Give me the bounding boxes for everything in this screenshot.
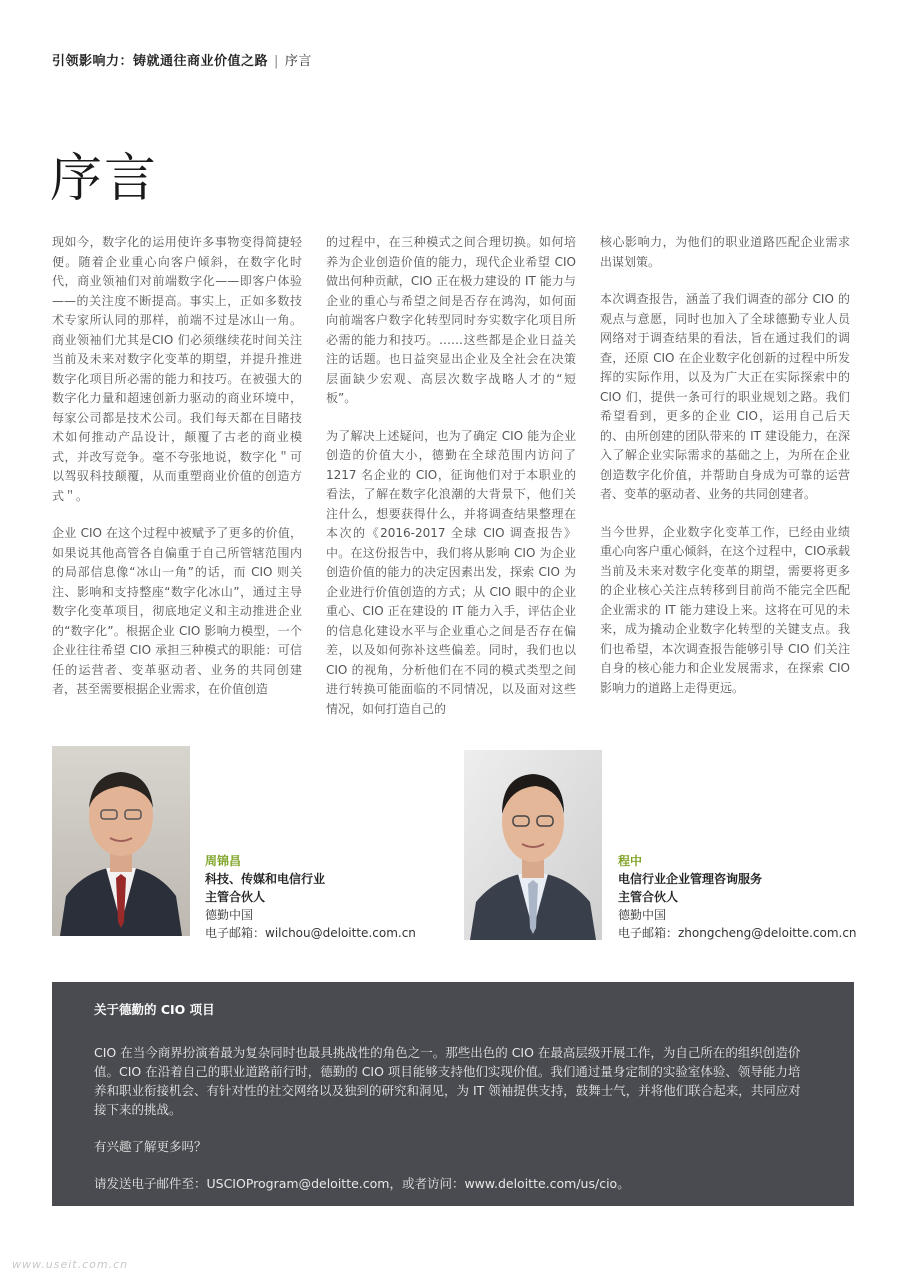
paragraph: 的过程中，在三种模式之间合理切换。如何培养为企业创造价值的能力，现代企业希望 CIO 做出何种贡献，CIO 正在极力建设的 IT 能力与企业的重心与希望之间是否存在鸿沟，如何面向前端客户数字化转型同时夯实数字化项目所必需的能力和技巧。……这些都是企业日益关注的话题。也日益突显出企业及全社会在决策层面缺少宏观、高层次数字战略人才的“短板”。 <box>326 235 576 405</box>
header-separator: | <box>274 54 279 69</box>
portrait-photo-2 <box>464 750 602 940</box>
portrait-illustration <box>52 746 190 936</box>
box-body: CIO 在当今商界扮演着最为复杂同时也最具挑战性的角色之一。那些出色的 CIO 在最高层级开展工作，为自己所在的组织创造价值。CIO 在沿着自己的职业道路前行时，德勤的 CIO 项目能够支持他们实现价值。我们通过量身定制的实验室体验、领导能力培养和职业衔接机会、有针对性的社交网络以及独到的研究和洞见，为 IT 领袖提供支持，鼓舞士气，并将他们联合起来，共同应对接下来的挑战。 <box>94 1045 801 1117</box>
box-contact[interactable]: 请发送电子邮件至：USCIOProgram@deloitte.com，或者访问：www.deloitte.com/us/cio。 <box>94 1176 630 1191</box>
running-header <box>52 50 312 69</box>
header-section: 序言 <box>284 54 312 69</box>
paragraph: 本次调查报告，涵盖了我们调查的部分 CIO 的观点与意愿，同时也加入了全球德勤专业人员网络对于调查结果的看法，旨在通过我们的调查，还原 CIO 在企业数字化创新的过程中所发挥的实际作用，以及为广大正在实际探索中的 CIO 们，提供一条可行的职业规划之路。我们希望看到，更多的企业 CIO，运用自己后天的、由所创建的团队带来的 IT 建设能力，在深入了解企业实际需求的基础之上，为所在企业创造数字化价值，并帮助自身成为可靠的运营者、变革的驱动者、业务的共同创建者。 <box>600 292 850 501</box>
paragraph: 当今世界，企业数字化变革工作，已经由业绩重心向客户重心倾斜，在这个过程中，CIO承载当前及未来对数字化变革的期望，需要将更多的企业核心关注点转移到目前尚不能完全匹配企业需求的 IT 能力建设上来。这将在可见的未来，成为撬动企业数字化转型的关键支点。我们也希望，本次调查报告能够引导 CIO 们关注自身的核心能力和企业发展需求，在探索 CIO 影响力的道路上走得更远。 <box>600 524 850 695</box>
text-column-2 <box>326 233 576 737</box>
portrait-photo-1 <box>52 746 190 936</box>
person-org: 德勤中国 <box>618 908 667 922</box>
text-column-1 <box>52 233 302 718</box>
person-org: 德勤中国 <box>205 908 254 922</box>
person-title: 主管合伙人 <box>618 890 679 904</box>
paragraph: 核心影响力，为他们的职业道路匹配企业需求出谋划策。 <box>600 235 850 269</box>
person-name: 程中 <box>618 854 643 868</box>
paragraph: 为了解决上述疑问，也为了确定 CIO 能为企业创造的价值大小，德勤在全球范围内访问了 1217 名企业的 CIO，征询他们对于本职业的看法，了解在数字化浪潮的大背景下，他们关注什么，想要获得什么，并将调查结果整理在本次的《2016-2017 全球 CIO 调查报告》中。在这份报告中，我们将从影响 CIO 为企业创造价值的能力的决定因素出发，探索 CIO 为企业进行价值创造的方式；从 CIO 眼中的企业重心、CIO 正在建设的 IT 能力入手，评估企业的信息化建设水平与企业重心之间是否存在偏差，以及如何弥补这些偏差。同时，我们也以 CIO 的视角，分析他们在不同的模式类型之间进行转换可能面临的不同情况，以及面对这些情况，如何打造自己的 <box>326 428 576 716</box>
person-email[interactable]: 电子邮箱：zhongcheng@deloitte.com.cn <box>618 926 857 940</box>
person-email[interactable]: 电子邮箱：wilchou@deloitte.com.cn <box>205 926 416 940</box>
person-name: 周锦昌 <box>205 854 242 868</box>
person-role: 科技、传媒和电信行业 <box>205 872 326 886</box>
person-card-2 <box>618 852 857 942</box>
person-title: 主管合伙人 <box>205 890 266 904</box>
page-title: 序言 <box>50 149 159 209</box>
paragraph: 企业 CIO 在这个过程中被赋予了更多的价值，如果说其他高管各自偏重于自己所管辖范围内的局部信息像“冰山一角”的话，而 CIO 则关注、影响和支持整座“数字化冰山”，通过主导数字化变革项目，彻底地定义和主动推进企业的“数字化”。根据企业 CIO 影响力模型，一个企业往往希望 CIO 承担三种模式的职能：可信任的运营者、变革驱动者、业务的共同创建者，甚至需要根据企业需求，在价值创造 <box>52 526 302 696</box>
cio-program-box <box>52 982 854 1206</box>
watermark: www.useit.com.cn <box>12 1258 129 1271</box>
header-title: 引领影响力：铸就通往商业价值之路 <box>52 54 269 69</box>
person-role: 电信行业企业管理咨询服务 <box>618 872 763 886</box>
portrait-illustration <box>464 750 602 940</box>
box-title: 关于德勤的 CIO 项目 <box>94 1002 215 1017</box>
person-card-1 <box>205 852 416 942</box>
paragraph: 现如今，数字化的运用使许多事物变得简捷轻便。随着企业重心向客户倾斜，在数字化时代，商业领袖们对前端数字化——即客户体验——的关注度不断提高。事实上，正如多数技术专家所认同的那样，前端不过是冰山一角。商业领袖们尤其是CIO 们必须继续花时间关注当前及未来对数字化变革的期望，并提升推进数字化项目所必需的能力和技巧。在被强大的数字化力量和超速创新力驱动的商业环境中，每家公司都是技术公司。我们每天都在目睹技术如何推动产品设计，颠覆了古老的商业模式，并改写竞争。毫不夸张地说，数字化＂可以驾驭科技颠覆，从而重塑商业价值的创造方式＂。 <box>52 235 302 503</box>
text-column-3 <box>600 233 850 716</box>
box-question: 有兴趣了解更多吗？ <box>94 1139 207 1154</box>
